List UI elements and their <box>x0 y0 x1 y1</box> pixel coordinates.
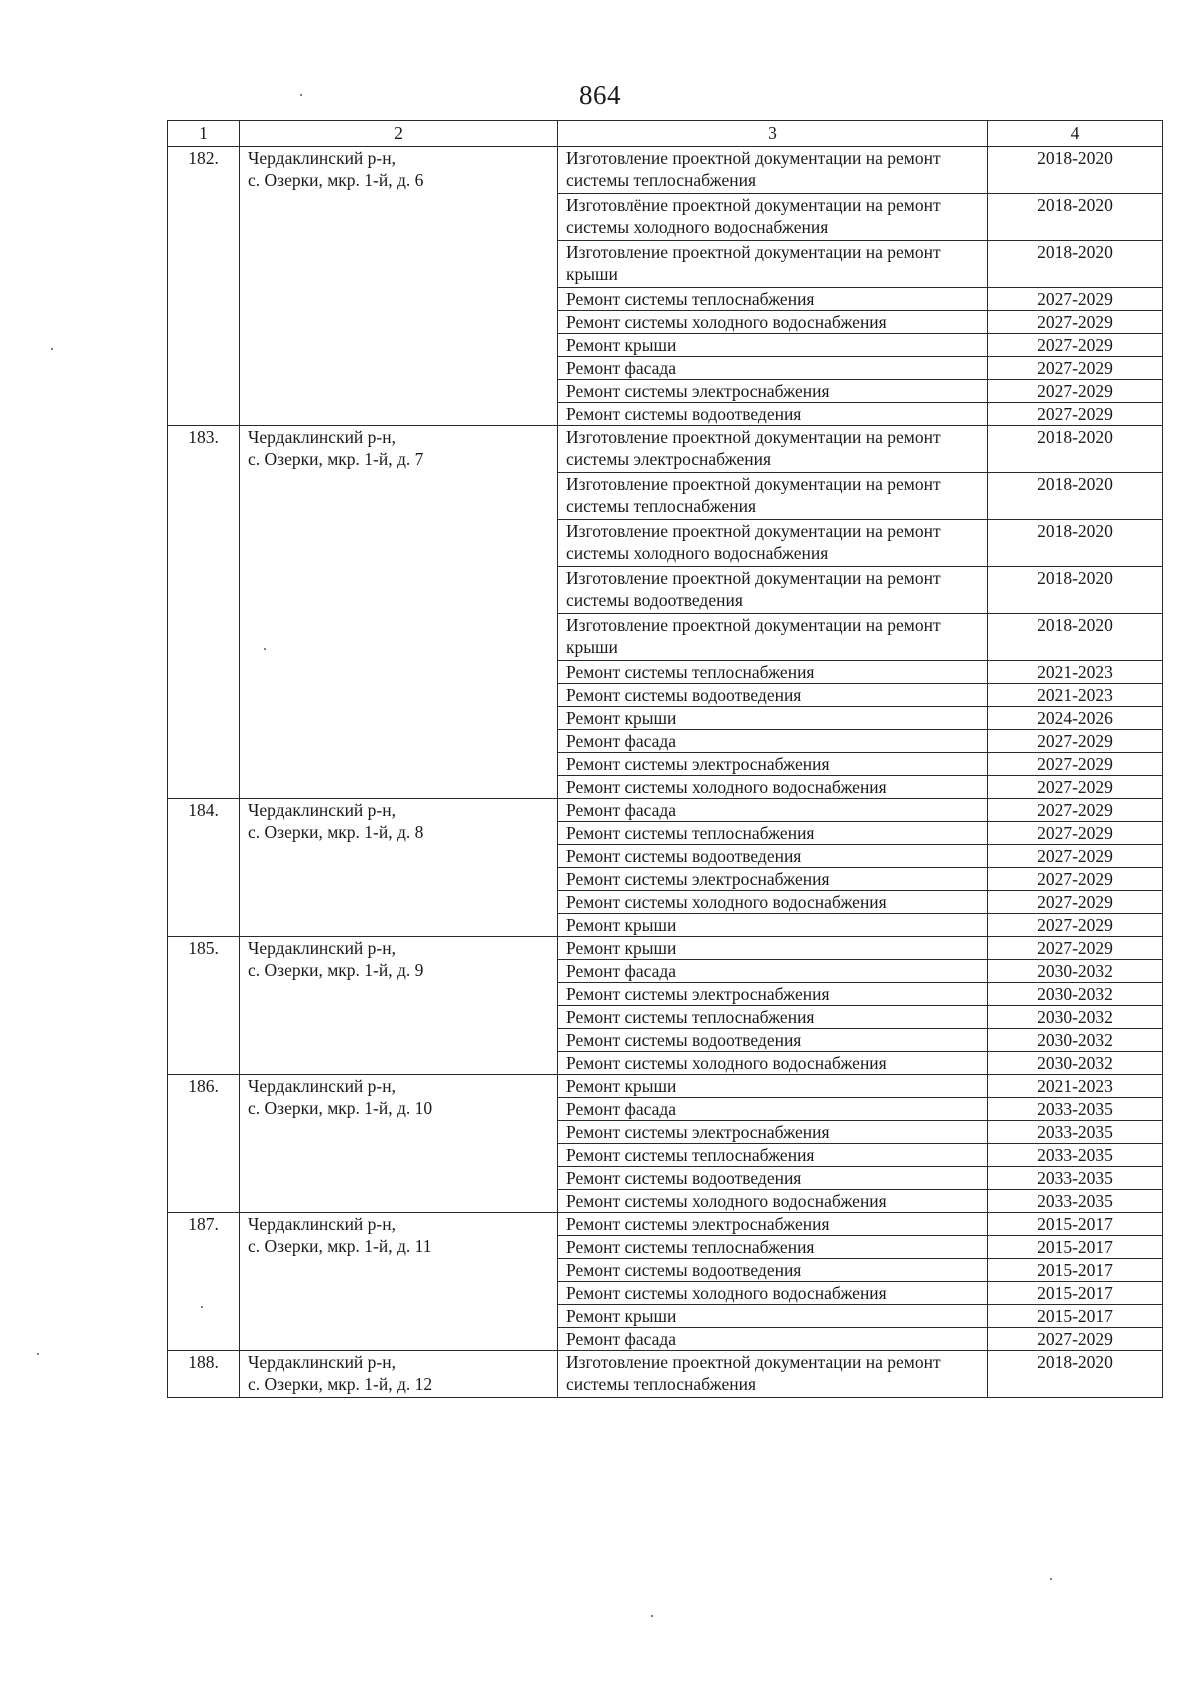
work-description: Изготовление проектной документации на ремонт системы теплоснабжения <box>558 1351 988 1398</box>
work-period: 2018-2020 <box>988 1351 1163 1398</box>
address-line: с. Озерки, мкр. 1-й, д. 6 <box>248 170 424 190</box>
work-period: 2027-2029 <box>988 380 1163 403</box>
record-address <box>240 1351 558 1398</box>
work-description: Ремонт системы водоотведения <box>558 403 988 426</box>
work-description: Ремонт системы холодного водоснабжения <box>558 1052 988 1075</box>
work-period: 2021-2023 <box>988 1075 1163 1098</box>
table-row <box>168 1351 1163 1398</box>
table-row <box>168 937 1163 960</box>
address-line: с. Озерки, мкр. 1-й, д. 12 <box>248 1374 433 1394</box>
work-period: 2018-2020 <box>988 567 1163 614</box>
record-number: 183. <box>168 426 240 799</box>
scan-speck <box>1050 1578 1052 1580</box>
work-period: 2018-2020 <box>988 241 1163 288</box>
work-description: Ремонт фасада <box>558 730 988 753</box>
column-number-2: 2 <box>240 121 558 147</box>
work-period: 2015-2017 <box>988 1305 1163 1328</box>
scan-speck <box>51 348 53 350</box>
table-row <box>168 1213 1163 1236</box>
work-description: Ремонт крыши <box>558 707 988 730</box>
scan-speck <box>300 94 302 96</box>
work-description: Ремонт системы электроснабжения <box>558 868 988 891</box>
work-period: 2021-2023 <box>988 661 1163 684</box>
work-description: Ремонт крыши <box>558 937 988 960</box>
work-period: 2027-2029 <box>988 357 1163 380</box>
work-description: Ремонт системы холодного водоснабжения <box>558 1282 988 1305</box>
work-period: 2027-2029 <box>988 822 1163 845</box>
work-period: 2033-2035 <box>988 1190 1163 1213</box>
work-description: Изготовление проектной документации на ремонт крыши <box>558 241 988 288</box>
work-description: Изготовление проектной документации на ремонт крыши <box>558 614 988 661</box>
work-description: Ремонт системы электроснабжения <box>558 983 988 1006</box>
work-description: Ремонт системы водоотведения <box>558 1167 988 1190</box>
record-number: 188. <box>168 1351 240 1398</box>
work-description: Ремонт системы электроснабжения <box>558 380 988 403</box>
record-number: 185. <box>168 937 240 1075</box>
address-line: Чердаклинский р-н, <box>248 1352 396 1372</box>
work-description: Ремонт системы водоотведения <box>558 1259 988 1282</box>
work-period: 2018-2020 <box>988 426 1163 473</box>
work-period: 2030-2032 <box>988 1052 1163 1075</box>
table-body <box>168 147 1163 1398</box>
work-description: Ремонт системы теплоснабжения <box>558 1006 988 1029</box>
work-period: 2018-2020 <box>988 614 1163 661</box>
work-description: Изготовление проектной документации на ремонт системы холодного водоснабжения <box>558 520 988 567</box>
work-description: Ремонт системы холодного водоснабжения <box>558 776 988 799</box>
work-period: 2027-2029 <box>988 845 1163 868</box>
work-period: 2027-2029 <box>988 868 1163 891</box>
work-description: Ремонт фасада <box>558 960 988 983</box>
work-description: Ремонт системы водоотведения <box>558 845 988 868</box>
work-period: 2018-2020 <box>988 194 1163 241</box>
work-description: Ремонт крыши <box>558 1305 988 1328</box>
address-line: Чердаклинский р-н, <box>248 427 396 447</box>
work-period: 2027-2029 <box>988 311 1163 334</box>
page-number: 864 <box>579 80 621 110</box>
work-period: 2030-2032 <box>988 983 1163 1006</box>
address-line: с. Озерки, мкр. 1-й, д. 11 <box>248 1236 432 1256</box>
work-description: Ремонт системы холодного водоснабжения <box>558 311 988 334</box>
work-description: Ремонт крыши <box>558 914 988 937</box>
work-description: Изготовление проектной документации на ремонт системы водоотведения <box>558 567 988 614</box>
work-description: Ремонт крыши <box>558 1075 988 1098</box>
work-description: Ремонт системы холодного водоснабжения <box>558 891 988 914</box>
work-description: Ремонт системы электроснабжения <box>558 753 988 776</box>
work-description: Ремонт системы водоотведения <box>558 1029 988 1052</box>
work-description: Ремонт фасада <box>558 1098 988 1121</box>
work-period: 2033-2035 <box>988 1121 1163 1144</box>
work-period: 2015-2017 <box>988 1213 1163 1236</box>
address-line: с. Озерки, мкр. 1-й, д. 7 <box>248 449 424 469</box>
work-period: 2027-2029 <box>988 914 1163 937</box>
table-row <box>168 147 1163 194</box>
column-number-row <box>168 121 1163 147</box>
column-number-3: 3 <box>558 121 988 147</box>
work-period: 2033-2035 <box>988 1144 1163 1167</box>
work-period: 2027-2029 <box>988 334 1163 357</box>
work-description: Ремонт системы электроснабжения <box>558 1121 988 1144</box>
work-period: 2030-2032 <box>988 1029 1163 1052</box>
table-row <box>168 1075 1163 1098</box>
work-description: Изготовление проектной документации на ремонт системы теплоснабжения <box>558 473 988 520</box>
work-description: Ремонт системы теплоснабжения <box>558 661 988 684</box>
column-number-1: 1 <box>168 121 240 147</box>
record-address <box>240 147 558 426</box>
scan-speck <box>37 1353 39 1355</box>
work-description: Ремонт системы теплоснабжения <box>558 1144 988 1167</box>
work-period: 2027-2029 <box>988 403 1163 426</box>
work-description: Ремонт системы электроснабжения <box>558 1213 988 1236</box>
work-period: 2018-2020 <box>988 520 1163 567</box>
address-line: Чердаклинский р-н, <box>248 800 396 820</box>
work-period: 2027-2029 <box>988 288 1163 311</box>
column-number-4: 4 <box>988 121 1163 147</box>
address-line: с. Озерки, мкр. 1-й, д. 9 <box>248 960 424 980</box>
work-period: 2015-2017 <box>988 1259 1163 1282</box>
table-row <box>168 426 1163 473</box>
scan-speck <box>651 1615 653 1617</box>
work-period: 2027-2029 <box>988 1328 1163 1351</box>
scan-speck <box>201 1306 203 1308</box>
work-period: 2024-2026 <box>988 707 1163 730</box>
record-address <box>240 1213 558 1351</box>
record-address <box>240 937 558 1075</box>
record-number: 186. <box>168 1075 240 1213</box>
work-period: 2030-2032 <box>988 960 1163 983</box>
record-number: 184. <box>168 799 240 937</box>
record-address <box>240 426 558 799</box>
work-description: Ремонт системы теплоснабжения <box>558 288 988 311</box>
work-period: 2027-2029 <box>988 799 1163 822</box>
address-line: Чердаклинский р-н, <box>248 938 396 958</box>
work-description: Изготовление проектной документации на ремонт системы теплоснабжения <box>558 147 988 194</box>
work-description: Ремонт фасада <box>558 1328 988 1351</box>
address-line: с. Озерки, мкр. 1-й, д. 10 <box>248 1098 433 1118</box>
work-period: 2021-2023 <box>988 684 1163 707</box>
work-period: 2027-2029 <box>988 937 1163 960</box>
record-address <box>240 1075 558 1213</box>
work-description: Ремонт системы холодного водоснабжения <box>558 1190 988 1213</box>
work-period: 2018-2020 <box>988 147 1163 194</box>
work-description: Ремонт системы теплоснабжения <box>558 1236 988 1259</box>
record-number: 187. <box>168 1213 240 1351</box>
work-period: 2015-2017 <box>988 1282 1163 1305</box>
table-row <box>168 799 1163 822</box>
record-address <box>240 799 558 937</box>
record-number: 182. <box>168 147 240 426</box>
work-period: 2015-2017 <box>988 1236 1163 1259</box>
work-description: Изготовлёние проектной документации на ремонт системы холодного водоснабжения <box>558 194 988 241</box>
work-period: 2033-2035 <box>988 1167 1163 1190</box>
work-period: 2027-2029 <box>988 753 1163 776</box>
work-period: 2033-2035 <box>988 1098 1163 1121</box>
work-description: Изготовление проектной документации на ремонт системы электроснабжения <box>558 426 988 473</box>
address-line: Чердаклинский р-н, <box>248 1076 396 1096</box>
work-description: Ремонт фасада <box>558 357 988 380</box>
work-description: Ремонт фасада <box>558 799 988 822</box>
work-period: 2018-2020 <box>988 473 1163 520</box>
work-description: Ремонт системы водоотведения <box>558 684 988 707</box>
work-period: 2030-2032 <box>988 1006 1163 1029</box>
work-period: 2027-2029 <box>988 891 1163 914</box>
scan-speck <box>264 648 266 650</box>
work-period: 2027-2029 <box>988 730 1163 753</box>
address-line: Чердаклинский р-н, <box>248 148 396 168</box>
repair-schedule-table <box>167 120 1163 1398</box>
work-period: 2027-2029 <box>988 776 1163 799</box>
address-line: с. Озерки, мкр. 1-й, д. 8 <box>248 822 424 842</box>
work-description: Ремонт системы теплоснабжения <box>558 822 988 845</box>
work-description: Ремонт крыши <box>558 334 988 357</box>
address-line: Чердаклинский р-н, <box>248 1214 396 1234</box>
